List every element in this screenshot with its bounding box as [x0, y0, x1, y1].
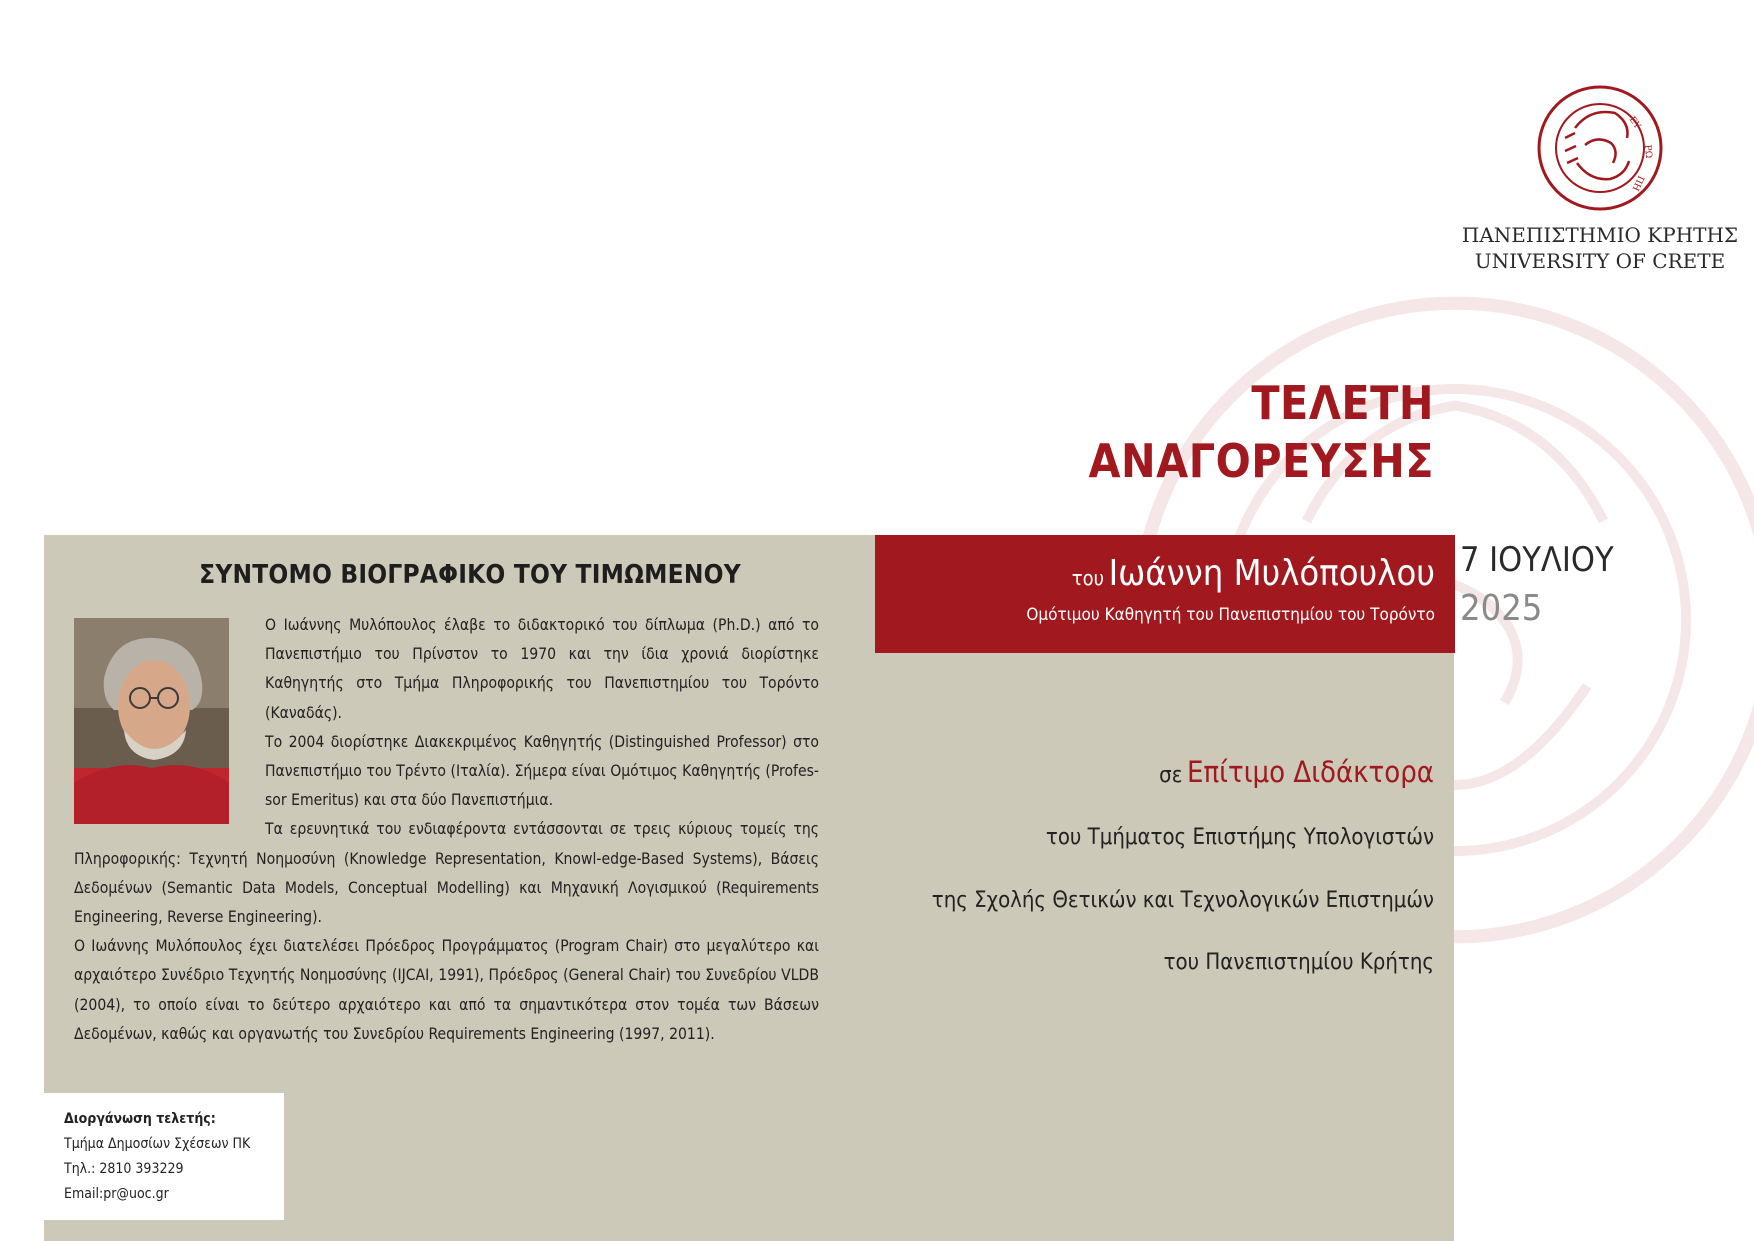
contact-phone: Τηλ.: 2810 393229: [64, 1161, 184, 1177]
contact-box: [44, 1093, 284, 1220]
bio-paragraph: Ο Ιωάννης Μυλόπουλος έλαβε το διδακτορικό του δίπλωμα (Ph.D.) από το Πανεπιστήμιο του Πρίνστον το 1970 και την ίδια χρονιά διορίστηκε Καθηγητής στο Τμήμα Πληροφορικής του Πανεπιστημίου του Τορόντο (Καναδάς).: [265, 616, 819, 722]
ceremony-title-line1: ΤΕΛΕΤΗ: [1251, 376, 1434, 430]
bio-paragraph: Τα ερευνητικά του ενδιαφέροντα εντάσσονται σε τρεις κύριους τομείς της Πληροφορικής: Τεχνητή Νοημοσύνη (Knowledge Representation, Knowl-edge-Based Systems), Βάσεις Δεδομένων (Semantic Data Models, Conceptual Modelling) και Μηχανική Λογισμικού (Requirements Engineering, Reverse Engineering).: [74, 820, 819, 927]
honoree-name: Ιωάννη Μυλόπουλου: [1108, 553, 1435, 594]
ceremony-title-line2: ΑΝΑΓΟΡΕΥΣΗΣ: [1088, 434, 1434, 488]
svg-text:ΕΥ: ΕΥ: [1626, 114, 1642, 131]
honor-title: Επίτιμο Διδάκτορα: [1186, 755, 1434, 789]
contact-organization: Τμήμα Δημοσίων Σχέσεων ΠΚ: [64, 1136, 251, 1152]
bio-paragraph: Το 2004 διορίστηκε Διακεκριμένος Καθηγητής (Distinguished Professor) στο Πανεπιστήμιο του Τρέντο (Ιταλία). Σήμερα είναι Ομότιμος Καθηγητής (Profes-sor Emeritus) και στα δύο Πανεπιστήμια.: [265, 732, 819, 810]
university-name-english: UNIVERSITY OF CRETE: [1474, 249, 1726, 273]
university-logo-icon: [1535, 83, 1665, 213]
honor-school: της Σχολής Θετικών και Τεχνολογικών Επιστημών: [931, 888, 1434, 913]
contact-label: Διοργάνωση τελετής:: [64, 1111, 216, 1127]
contact-email[interactable]: Email:pr@uoc.gr: [64, 1186, 169, 1202]
honor-university: του Πανεπιστημίου Κρήτης: [1163, 950, 1434, 975]
svg-text:ΡΩ: ΡΩ: [1642, 144, 1654, 159]
svg-text:ΠΗ: ΠΗ: [1629, 173, 1646, 193]
ceremony-date-day: 7 ΙΟΥΛΙΟΥ: [1460, 540, 1614, 580]
honor-prefix: σε: [1159, 763, 1183, 788]
honoree-prefix: του: [1071, 566, 1104, 590]
honoree-band: [875, 535, 1455, 653]
honor-department: του Τμήματος Επιστήμης Υπολογιστών: [1045, 825, 1434, 850]
bio-title: ΣΥΝΤΟΜΟ ΒΙΟΓΡΑΦΙΚΟ ΤΟΥ ΤΙΜΩΜΕΝΟΥ: [199, 560, 741, 590]
bio-text: [74, 611, 819, 1049]
honor-title-line: [1159, 755, 1434, 789]
honoree-name-line: [1072, 553, 1435, 594]
university-name-greek: ΠΑΝΕΠΙΣΤΗΜΙΟ ΚΡΗΤΗΣ: [1461, 223, 1739, 247]
bio-paragraph: Ο Ιωάννης Μυλόπουλος έχει διατελέσει Πρόεδρος Προγράμματος (Program Chair) στο μεγαλύτερο και αρχαιότερο Συνέδριο Τεχνητής Νοημοσύνης (IJCAI, 1991), Πρόεδρος (General Chair) του Συνεδρίου VLDB (2004), το οποίο είναι το δεύτερο αρχαιότερο και από τα σημαντικότερα στον τομέα των Βάσεων Δεδομένων, καθώς και οργανωτής του Συνεδρίου Requirements Engineering (1997, 2011).: [74, 937, 819, 1043]
honoree-subtitle: Ομότιμου Καθηγητή του Πανεπιστημίου του Τορόντο: [1026, 605, 1435, 625]
ceremony-date-year: 2025: [1460, 588, 1543, 629]
ceremony-title: [1089, 374, 1435, 490]
university-name: [1440, 222, 1754, 274]
